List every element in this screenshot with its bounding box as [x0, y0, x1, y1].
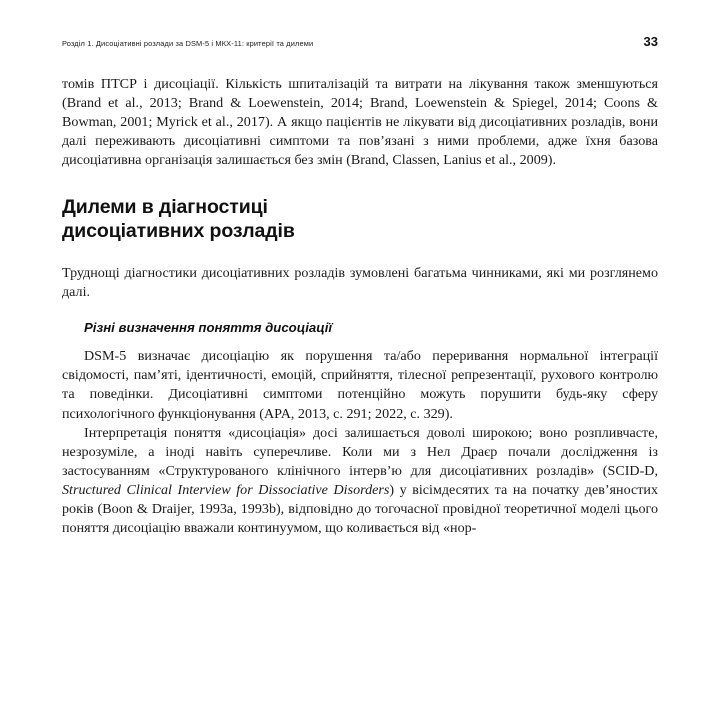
subsection-heading: Різні визначення поняття дисоціації: [84, 320, 333, 336]
section-heading-line-2: дисоціативних розладів: [62, 220, 295, 243]
paragraph-continued: томів ПТСР і дисоціації. Кількість шпиталізацій та витрати на лікування також зменшуються (Brand et al., 2013; Brand & Loewenstein, 2014; Brand, Loewenstein & Spiegel, 2014; Coons & Bowman, 2001; Myrick et al., 2017). А якщо пацієнтів не лікувати від дисоціативних розладів, вони далі переживають дисоціативні симптоми та пов’язані з ними проблеми, адже їхня базова дисоціативна організація залишається без змін (Brand, Classen, Lanius et al., 2009).: [62, 76, 658, 169]
paragraph-interpretation-italic-title: Structured Clinical Interview for Dissociative Disorders: [62, 481, 390, 498]
page-number: 33: [643, 34, 658, 49]
section-heading: [62, 196, 658, 244]
paragraph-interpretation-text-1: Інтерпретація поняття «дисоціація» досі залишається доволі широкою; воно розпливчасте, незрозуміле, а іноді навіть суперечливе. Коли ми з Нел Драєр почали дослідження із застосуванням «Структурованого клінічного інтерв’ю для дисоціативних розладів» (SCID-D,: [62, 424, 658, 479]
section-heading-line-1: Дилеми в діагностиці: [62, 196, 268, 219]
paragraph-dsm-definition: DSM-5 визначає дисоціацію як порушення та/або переривання нормальної інтеграції свідомості, пам’яті, ідентичності, емоцій, сприйняття, тілесної репрезентації, рухового контролю та поведінки. Дисоціативні симптоми потенційно можуть порушити будь-яку сферу психологічного функціонування (APA, 2013, с. 291; 2022, с. 329).: [62, 348, 658, 422]
paragraph-interpretation: [62, 424, 658, 539]
paragraph-after-heading: Труднощі діагностики дисоціативних розладів зумовлені багатьма чинниками, які ми розглянемо далі.: [62, 265, 658, 301]
paragraph-interpretation-text-2: ) у вісімдесятих та на початку дев’яностих років (Boon & Draijer, 1993a, 1993b), відповідно до тогочасної провідної теоретичної моделі цього поняття дисоціацію вважали континуумом, що коливається від «нор-: [62, 481, 658, 537]
page-header: [62, 34, 658, 49]
body-column: [62, 75, 658, 538]
running-head: Розділ 1. Дисоціативні розлади за DSM-5 і МКХ-11: критерії та дилеми: [62, 39, 314, 48]
